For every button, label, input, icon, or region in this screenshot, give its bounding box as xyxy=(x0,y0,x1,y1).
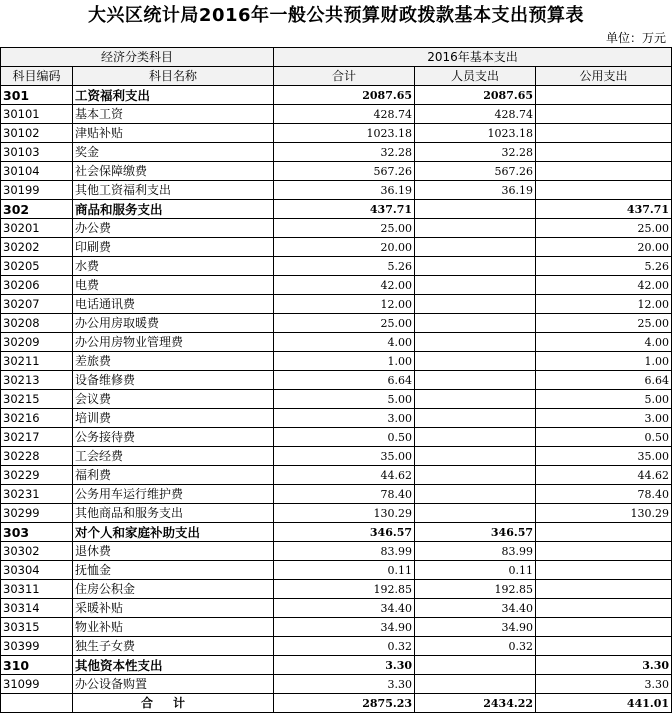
cell-total: 5.00 xyxy=(274,390,415,409)
cell-public: 6.64 xyxy=(536,371,672,390)
table-row xyxy=(1,295,672,314)
header-personnel: 人员支出 xyxy=(415,67,536,86)
cell-public: 78.40 xyxy=(536,485,672,504)
cell-total: 2875.23 xyxy=(274,694,415,713)
cell-total: 78.40 xyxy=(274,485,415,504)
cell-public xyxy=(536,181,672,200)
cell-total: 437.71 xyxy=(274,200,415,219)
table-row xyxy=(1,428,672,447)
table-row xyxy=(1,276,672,295)
header-economic-class: 经济分类科目 xyxy=(1,48,274,67)
cell-total: 35.00 xyxy=(274,447,415,466)
cell-public: 42.00 xyxy=(536,276,672,295)
header-row-columns xyxy=(1,67,672,86)
cell-code: 30208 xyxy=(1,314,73,333)
cell-total: 3.30 xyxy=(274,675,415,694)
table-row xyxy=(1,219,672,238)
cell-public: 3.00 xyxy=(536,409,672,428)
cell-personnel: 567.26 xyxy=(415,162,536,181)
cell-personnel xyxy=(415,219,536,238)
cell-name: 办公设备购置 xyxy=(73,675,274,694)
cell-code: 30229 xyxy=(1,466,73,485)
table-row xyxy=(1,580,672,599)
cell-total: 44.62 xyxy=(274,466,415,485)
cell-personnel xyxy=(415,656,536,675)
table-row xyxy=(1,371,672,390)
cell-code: 301 xyxy=(1,86,73,105)
cell-public xyxy=(536,637,672,656)
table-row xyxy=(1,485,672,504)
table-row xyxy=(1,542,672,561)
cell-total: 0.11 xyxy=(274,561,415,580)
cell-code: 30302 xyxy=(1,542,73,561)
cell-name: 差旅费 xyxy=(73,352,274,371)
cell-total: 567.26 xyxy=(274,162,415,181)
cell-personnel xyxy=(415,314,536,333)
table-row xyxy=(1,675,672,694)
header-basic-expense: 2016年基本支出 xyxy=(274,48,672,67)
cell-public: 25.00 xyxy=(536,314,672,333)
cell-personnel xyxy=(415,390,536,409)
cell-public: 441.01 xyxy=(536,694,672,713)
table-row xyxy=(1,352,672,371)
cell-name: 办公用房物业管理费 xyxy=(73,333,274,352)
cell-name: 奖金 xyxy=(73,143,274,162)
cell-code: 30216 xyxy=(1,409,73,428)
cell-code: 30199 xyxy=(1,181,73,200)
cell-name: 水费 xyxy=(73,257,274,276)
cell-public xyxy=(536,618,672,637)
cell-code: 310 xyxy=(1,656,73,675)
cell-total: 428.74 xyxy=(274,105,415,124)
cell-total: 0.50 xyxy=(274,428,415,447)
cell-code: 30213 xyxy=(1,371,73,390)
cell-code: 30315 xyxy=(1,618,73,637)
budget-table xyxy=(0,47,672,713)
cell-public: 35.00 xyxy=(536,447,672,466)
cell-personnel xyxy=(415,200,536,219)
cell-personnel: 1023.18 xyxy=(415,124,536,143)
unit-label: 单位：万元 xyxy=(605,31,666,45)
table-row xyxy=(1,561,672,580)
table-row xyxy=(1,390,672,409)
cell-public: 20.00 xyxy=(536,238,672,257)
cell-code: 30207 xyxy=(1,295,73,314)
table-row xyxy=(1,124,672,143)
cell-public: 44.62 xyxy=(536,466,672,485)
table-row xyxy=(1,143,672,162)
cell-personnel xyxy=(415,276,536,295)
cell-total: 4.00 xyxy=(274,333,415,352)
cell-personnel xyxy=(415,466,536,485)
cell-public: 12.00 xyxy=(536,295,672,314)
cell-personnel xyxy=(415,675,536,694)
header-name: 科目名称 xyxy=(73,67,274,86)
cell-code: 30206 xyxy=(1,276,73,295)
cell-code: 30102 xyxy=(1,124,73,143)
table-row xyxy=(1,466,672,485)
table-row xyxy=(1,618,672,637)
table-row xyxy=(1,599,672,618)
cell-public: 25.00 xyxy=(536,219,672,238)
cell-name: 设备维修费 xyxy=(73,371,274,390)
cell-personnel: 83.99 xyxy=(415,542,536,561)
cell-personnel: 0.11 xyxy=(415,561,536,580)
cell-total: 36.19 xyxy=(274,181,415,200)
cell-public: 130.29 xyxy=(536,504,672,523)
cell-public: 1.00 xyxy=(536,352,672,371)
cell-name: 住房公积金 xyxy=(73,580,274,599)
table-row xyxy=(1,257,672,276)
cell-name: 办公用房取暖费 xyxy=(73,314,274,333)
cell-code: 31099 xyxy=(1,675,73,694)
cell-name: 退休费 xyxy=(73,542,274,561)
table-row xyxy=(1,181,672,200)
cell-public: 437.71 xyxy=(536,200,672,219)
cell-name: 独生子女费 xyxy=(73,637,274,656)
cell-name: 印刷费 xyxy=(73,238,274,257)
category-row xyxy=(1,200,672,219)
cell-name: 抚恤金 xyxy=(73,561,274,580)
cell-public: 0.50 xyxy=(536,428,672,447)
cell-personnel: 32.28 xyxy=(415,143,536,162)
cell-code: 30215 xyxy=(1,390,73,409)
cell-name: 津贴补贴 xyxy=(73,124,274,143)
cell-code: 30399 xyxy=(1,637,73,656)
cell-name: 福利费 xyxy=(73,466,274,485)
table-row xyxy=(1,504,672,523)
cell-personnel: 428.74 xyxy=(415,105,536,124)
cell-public xyxy=(536,143,672,162)
cell-code: 30101 xyxy=(1,105,73,124)
cell-public: 4.00 xyxy=(536,333,672,352)
cell-total: 1.00 xyxy=(274,352,415,371)
cell-public xyxy=(536,599,672,618)
cell-total: 25.00 xyxy=(274,314,415,333)
cell-personnel xyxy=(415,485,536,504)
cell-personnel xyxy=(415,333,536,352)
cell-name: 物业补贴 xyxy=(73,618,274,637)
cell-total: 32.28 xyxy=(274,143,415,162)
cell-name: 电话通讯费 xyxy=(73,295,274,314)
cell-code: 30228 xyxy=(1,447,73,466)
header-total: 合计 xyxy=(274,67,415,86)
cell-code xyxy=(1,694,73,713)
cell-personnel xyxy=(415,371,536,390)
table-row xyxy=(1,105,672,124)
cell-name: 会议费 xyxy=(73,390,274,409)
cell-total: 25.00 xyxy=(274,219,415,238)
cell-personnel xyxy=(415,504,536,523)
table-row xyxy=(1,314,672,333)
cell-name: 商品和服务支出 xyxy=(73,200,274,219)
cell-code: 30205 xyxy=(1,257,73,276)
cell-total: 42.00 xyxy=(274,276,415,295)
total-row xyxy=(1,694,672,713)
cell-total: 346.57 xyxy=(274,523,415,542)
cell-code: 30211 xyxy=(1,352,73,371)
cell-personnel xyxy=(415,428,536,447)
category-row xyxy=(1,86,672,105)
table-row xyxy=(1,637,672,656)
cell-personnel: 0.32 xyxy=(415,637,536,656)
cell-total: 20.00 xyxy=(274,238,415,257)
cell-code: 302 xyxy=(1,200,73,219)
cell-code: 30231 xyxy=(1,485,73,504)
cell-public xyxy=(536,523,672,542)
cell-public: 3.30 xyxy=(536,675,672,694)
cell-code: 30209 xyxy=(1,333,73,352)
cell-name: 办公费 xyxy=(73,219,274,238)
cell-personnel xyxy=(415,295,536,314)
cell-personnel xyxy=(415,447,536,466)
cell-code: 30304 xyxy=(1,561,73,580)
cell-personnel: 34.40 xyxy=(415,599,536,618)
cell-public xyxy=(536,105,672,124)
cell-public: 5.00 xyxy=(536,390,672,409)
table-row xyxy=(1,333,672,352)
cell-name: 公务用车运行维护费 xyxy=(73,485,274,504)
cell-total: 5.26 xyxy=(274,257,415,276)
cell-code: 30201 xyxy=(1,219,73,238)
cell-name: 合计 xyxy=(73,694,274,713)
cell-total: 12.00 xyxy=(274,295,415,314)
cell-total: 34.90 xyxy=(274,618,415,637)
cell-public xyxy=(536,86,672,105)
cell-code: 30217 xyxy=(1,428,73,447)
cell-name: 社会保障缴费 xyxy=(73,162,274,181)
cell-personnel xyxy=(415,352,536,371)
cell-personnel: 192.85 xyxy=(415,580,536,599)
cell-code: 30314 xyxy=(1,599,73,618)
cell-code: 30311 xyxy=(1,580,73,599)
category-row xyxy=(1,523,672,542)
cell-total: 192.85 xyxy=(274,580,415,599)
cell-personnel: 346.57 xyxy=(415,523,536,542)
cell-personnel xyxy=(415,238,536,257)
cell-name: 工会经费 xyxy=(73,447,274,466)
table-row xyxy=(1,447,672,466)
cell-total: 83.99 xyxy=(274,542,415,561)
cell-personnel: 36.19 xyxy=(415,181,536,200)
cell-total: 6.64 xyxy=(274,371,415,390)
cell-name: 其他工资福利支出 xyxy=(73,181,274,200)
table-row xyxy=(1,162,672,181)
cell-total: 1023.18 xyxy=(274,124,415,143)
header-row-group xyxy=(1,48,672,67)
cell-personnel xyxy=(415,409,536,428)
cell-total: 0.32 xyxy=(274,637,415,656)
cell-code: 30299 xyxy=(1,504,73,523)
cell-name: 基本工资 xyxy=(73,105,274,124)
cell-total: 34.40 xyxy=(274,599,415,618)
cell-total: 130.29 xyxy=(274,504,415,523)
cell-name: 电费 xyxy=(73,276,274,295)
cell-name: 采暖补贴 xyxy=(73,599,274,618)
table-row xyxy=(1,409,672,428)
cell-personnel xyxy=(415,257,536,276)
cell-personnel: 2087.65 xyxy=(415,86,536,105)
category-row xyxy=(1,656,672,675)
cell-total: 3.00 xyxy=(274,409,415,428)
cell-total: 3.30 xyxy=(274,656,415,675)
cell-public xyxy=(536,561,672,580)
cell-name: 公务接待费 xyxy=(73,428,274,447)
cell-code: 30104 xyxy=(1,162,73,181)
cell-name: 工资福利支出 xyxy=(73,86,274,105)
cell-code: 30202 xyxy=(1,238,73,257)
table-body xyxy=(1,86,672,713)
page-title: 大兴区统计局2016年一般公共预算财政拨款基本支出预算表 xyxy=(87,5,585,26)
header-public: 公用支出 xyxy=(536,67,672,86)
cell-public xyxy=(536,542,672,561)
cell-public xyxy=(536,162,672,181)
cell-name: 其他商品和服务支出 xyxy=(73,504,274,523)
cell-public xyxy=(536,124,672,143)
cell-personnel: 34.90 xyxy=(415,618,536,637)
cell-code: 303 xyxy=(1,523,73,542)
cell-public: 3.30 xyxy=(536,656,672,675)
cell-public xyxy=(536,580,672,599)
cell-personnel: 2434.22 xyxy=(415,694,536,713)
cell-name: 对个人和家庭补助支出 xyxy=(73,523,274,542)
table-row xyxy=(1,238,672,257)
cell-total: 2087.65 xyxy=(274,86,415,105)
header-code: 科目编码 xyxy=(1,67,73,86)
cell-code: 30103 xyxy=(1,143,73,162)
cell-name: 培训费 xyxy=(73,409,274,428)
cell-public: 5.26 xyxy=(536,257,672,276)
cell-name: 其他资本性支出 xyxy=(73,656,274,675)
